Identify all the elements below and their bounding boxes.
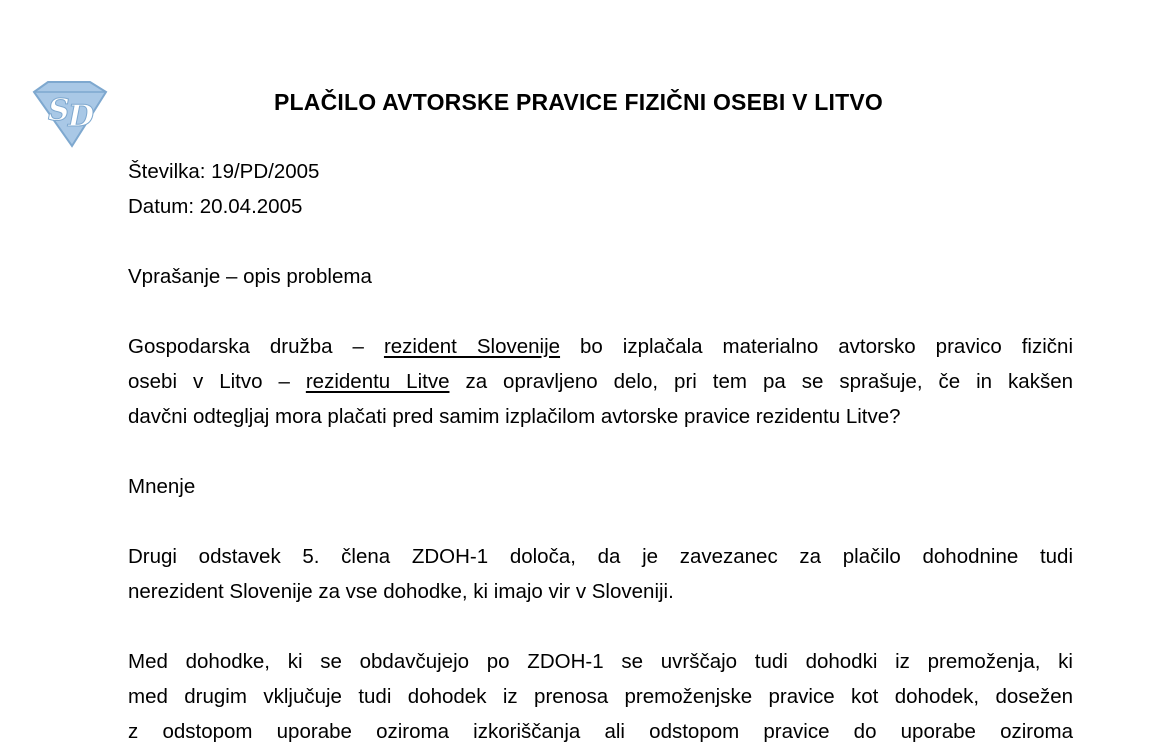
opinion-p2-line-3: z odstopom uporabe oziroma izkoriščanja ali odstopom pravice do uporabe oziroma: [128, 720, 1073, 743]
question-line-3: davčni odtegljaj mora plačati pred samim izplačilom avtorske pravice rezidentu Litve?: [128, 405, 901, 428]
document-number: Številka: 19/PD/2005: [128, 160, 320, 183]
rezidentu-litve-link[interactable]: rezidentu Litve: [305, 370, 450, 393]
rezident-slovenije-link[interactable]: rezident Slovenije: [383, 335, 561, 358]
opinion-p1-line-1: Drugi odstavek 5. člena ZDOH-1 določa, da je zavezanec za plačilo dohodnine tudi: [128, 545, 1073, 568]
question-line-1: Gospodarska družba – rezident Slovenije bo izplačala materialno avtorsko pravico fizični: [128, 335, 1073, 358]
opinion-paragraph-2: [128, 644, 1073, 749]
opinion-heading: Mnenje: [128, 475, 196, 498]
question-paragraph: [128, 329, 1073, 434]
question-line-2: osebi v Litvo – rezidentu Litve za opravljeno delo, pri tem pa se sprašuje, če in kakšen: [128, 370, 1073, 393]
opinion-paragraph-1: [128, 539, 1073, 609]
svg-text:S: S: [48, 93, 70, 128]
opinion-p1-line-2: nerezident Slovenije za vse dohodke, ki imajo vir v Sloveniji.: [128, 580, 674, 603]
document-date: Datum: 20.04.2005: [128, 195, 303, 218]
document-title: PLAČILO AVTORSKE PRAVICE FIZIČNI OSEBI V LITVO: [274, 89, 883, 115]
svg-text:D: D: [68, 99, 95, 134]
opinion-p2-line-1: Med dohodke, ki se obdavčujejo po ZDOH-1 se uvrščajo tudi dohodki iz premoženja, ki: [128, 650, 1073, 673]
question-heading: Vprašanje – opis problema: [128, 265, 372, 288]
opinion-p2-line-2: med drugim vključuje tudi dohodek iz prenosa premoženjske pravice kot dohodek, dosežen: [128, 685, 1073, 708]
